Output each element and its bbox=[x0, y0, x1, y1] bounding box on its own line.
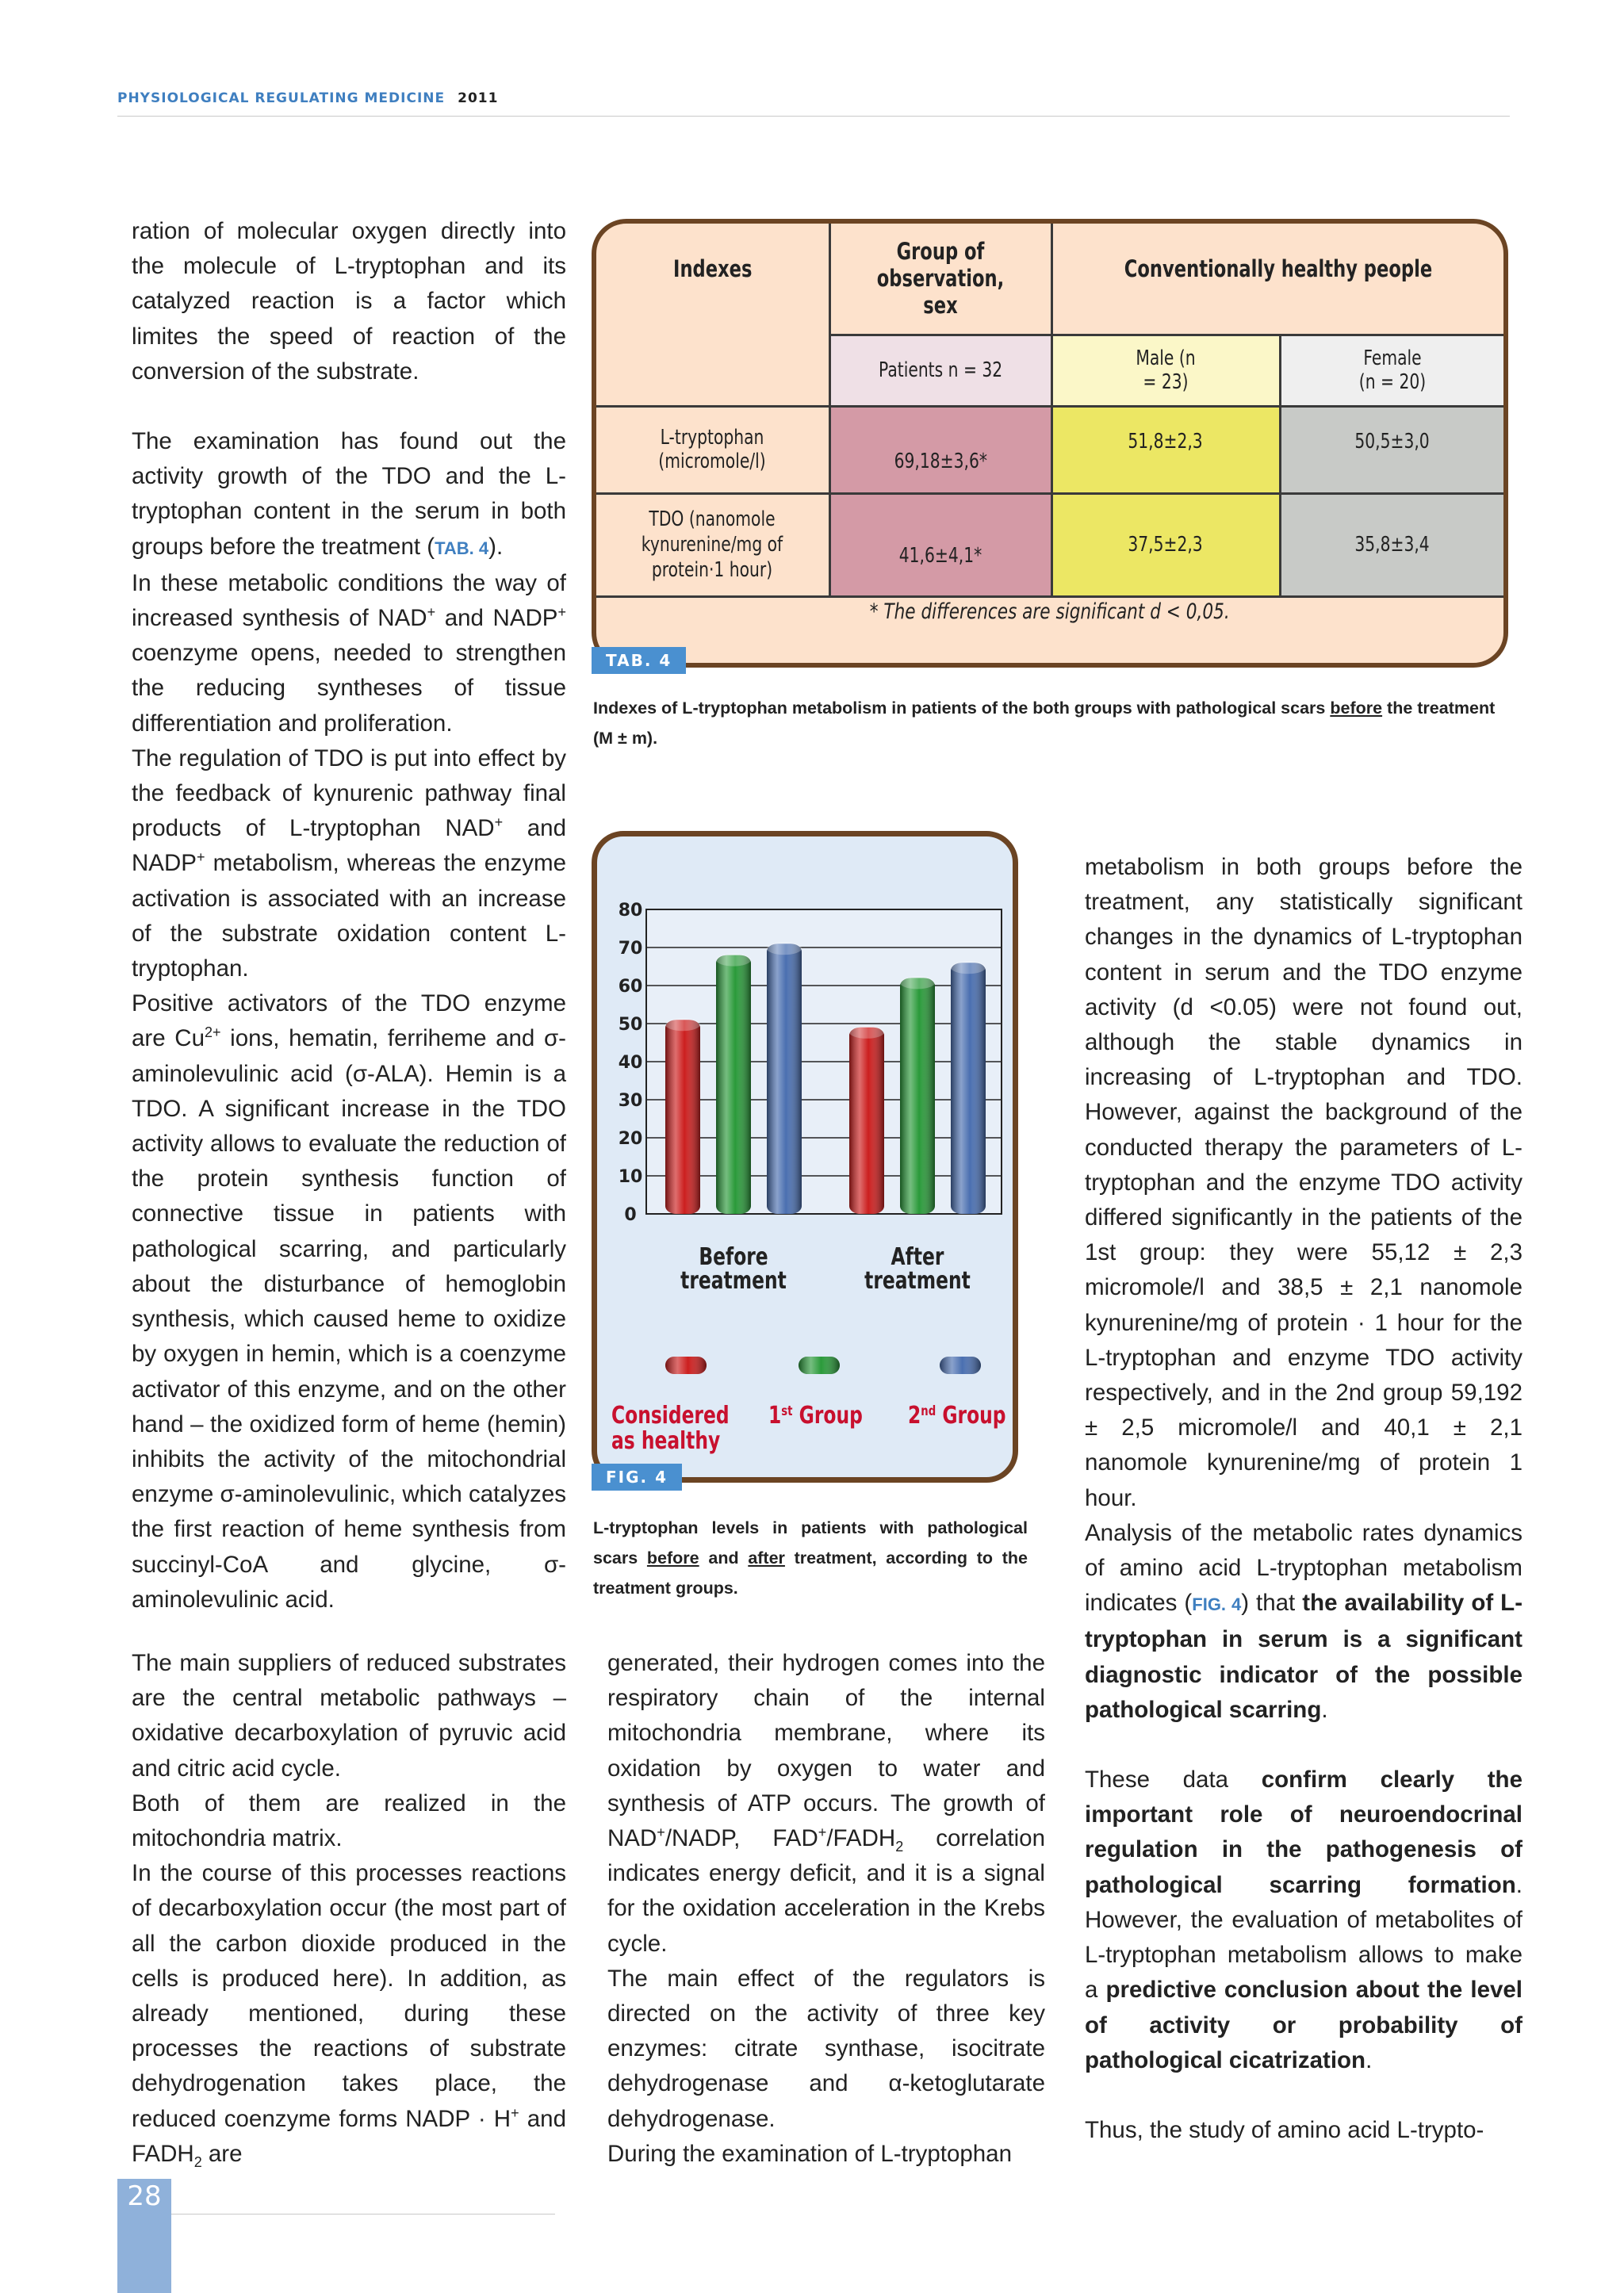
figure-4-caption: L-tryptophan levels in patients with pathological scars before and after treatment, according to the treatment groups. bbox=[593, 1518, 1028, 1598]
legend-label-group1: 1st Group bbox=[768, 1402, 863, 1430]
paragraph: ration of molecular oxygen directly into the molecule of L-tryptophan and its catalyzed reaction is a factor which limites the speed of reaction of the conversion of the substrate. bbox=[132, 218, 566, 385]
table-4-tag: TAB. 4 bbox=[592, 647, 686, 674]
figure-ref-link[interactable]: FIG. 4 bbox=[1192, 1594, 1242, 1615]
bar-chart bbox=[597, 836, 1013, 1477]
y-tick-label: 60 bbox=[618, 977, 643, 997]
bar-cap bbox=[767, 942, 802, 955]
footer-rule bbox=[171, 2214, 555, 2215]
legend-swatch-shade bbox=[799, 1357, 840, 1374]
bar-cap bbox=[900, 976, 935, 989]
paragraph: Both of them are realized in the mitochondria matrix. bbox=[132, 1790, 566, 1852]
legend-swatch-shade bbox=[665, 1357, 707, 1374]
paragraph: The examination has found out the activity growth of the TDO and the L-tryptophan content in the serum in both groups before the treatment (TAB. 4). bbox=[132, 428, 566, 560]
paragraph: These data confirm clearly the important role of neuroendocrinal regulation in the pathogenesis of pathological scarring formation. However, the evaluation of metabolites of L-tryptophan metabolism allows to make a predictive conclusion about the level of activity or probability of pathological cicatrization. bbox=[1085, 1767, 1522, 2073]
table-ref-link[interactable]: TAB. 4 bbox=[435, 538, 489, 558]
legend-label-healthy: Considered bbox=[611, 1402, 730, 1430]
table-footnote: * The differences are significant d < 0,05. bbox=[870, 599, 1230, 624]
journal-year: 2011 bbox=[458, 90, 499, 106]
cell-male-tryptophan: 51,8±2,3 bbox=[1051, 406, 1280, 493]
bar-shade bbox=[951, 963, 986, 1214]
y-tick-label: 80 bbox=[618, 901, 643, 921]
table-4-caption: Indexes of L-tryptophan metabolism in patients of the both groups with pathological scars before the treatment (M ± m). bbox=[593, 699, 1496, 748]
figure-4-tag: FIG. 4 bbox=[592, 1464, 682, 1491]
bar-shade bbox=[849, 1028, 884, 1214]
cell-female-tryptophan: 50,5±3,0 bbox=[1280, 406, 1503, 493]
x-category-label: Before bbox=[699, 1243, 768, 1271]
paragraph: metabolism in both groups before the treatment, any statistically significant changes in the dynamics of L-tryptophan content in serum and the TDO enzyme activity (d <0.05) were not found out, although the stable dynamics in increasing of L-tryptophan and TDO. However, against the background of the conducted therapy the parameters of L-tryptophan and the enzyme TDO activity differed significantly in the patients of the 1st group: they were 55,12 ± 2,3 micromole/l and 38,5 ± 2,1 nanomole kynurenine/mg of protein · 1 hour for the L-tryptophan and enzyme TDO activity respectively, and in the 2nd group 59,192 ± 2,5 micromole/l and 40,1 ± 2,1 nanomole kynurenine/mg of protein 1 hour. bbox=[1085, 854, 1522, 1511]
header-indexes: Indexes bbox=[596, 224, 829, 406]
y-tick-label: 10 bbox=[618, 1167, 643, 1187]
figure-4-panel bbox=[592, 831, 1018, 1483]
y-tick-label: 70 bbox=[618, 939, 643, 959]
y-tick-label: 0 bbox=[624, 1205, 637, 1225]
bar-cap bbox=[716, 954, 751, 967]
table-4-panel bbox=[592, 219, 1508, 668]
bar-shade bbox=[716, 955, 751, 1214]
x-category-label: treatment bbox=[864, 1267, 971, 1295]
legend-label-healthy: as healthy bbox=[611, 1427, 721, 1455]
paragraph: During the examination of L-tryptophan bbox=[607, 2140, 1012, 2167]
column-3 bbox=[1085, 850, 1522, 2148]
column-2-bottom bbox=[607, 1646, 1045, 2172]
header-group: Group of observation, sex bbox=[829, 224, 1051, 335]
bar-shade bbox=[900, 978, 935, 1214]
header-patients: Patients n = 32 bbox=[829, 335, 1051, 406]
paragraph: Thus, the study of amino acid L-trypto- bbox=[1085, 2116, 1484, 2143]
running-header bbox=[117, 90, 498, 106]
bar-cap bbox=[951, 961, 986, 974]
page-number: 28 bbox=[127, 2180, 162, 2212]
legend-swatch-shade bbox=[940, 1357, 981, 1374]
y-tick-label: 40 bbox=[618, 1053, 643, 1073]
cell-patients-tryptophan: 69,18±3,6* bbox=[829, 406, 1051, 493]
paragraph: The regulation of TDO is put into effect by the feedback of kynurenic pathway final products of L-tryptophan NAD+ and NADP+ metabolism, whereas the enzyme activation is associated with an increase of the substrate oxidation content L-tryptophan. bbox=[132, 745, 566, 982]
paragraph: generated, their hydrogen comes into the respiratory chain of the internal mitochondria membrane, where its oxidation by oxygen to water and synthesis of ATP occurs. The growth of NAD+/NADP, $FAD^+/FADH_2$ correlation indicates energy deficit, and it is a signal for the oxidation acceleration in the Krebs cycle. bbox=[607, 1650, 1045, 1957]
x-category-label: treatment bbox=[680, 1267, 787, 1295]
paragraph: In the course of this processes reactions of decarboxylation occur (the most part of all the carbon dioxide produced in the cells is produced here). In addition, as already mentioned, during these processes the reactions of substrate dehydrogenation takes place, the reduced coenzyme forms NADP · H+ and $FADH_2$ are bbox=[132, 1860, 566, 2170]
paragraph: The main effect of the regulators is directed on the activity of three key enzymes: citrate synthase, isocitrate dehydrogenase and α-ketoglutarate dehydrogenase. bbox=[607, 1965, 1045, 2132]
paragraph: In these metabolic conditions the way of increased synthesis of NAD+ and NADP+ coenzyme opens, needed to strengthen the reducing syntheses of tissue differentiation and proliferation. bbox=[132, 569, 566, 737]
bar-shade bbox=[665, 1020, 700, 1214]
bar-cap bbox=[849, 1026, 884, 1039]
column-1-top bbox=[132, 214, 566, 1617]
y-tick-label: 20 bbox=[618, 1129, 643, 1149]
cell-patients-tdo: 41,6±4,1* bbox=[829, 493, 1051, 596]
paragraph: The main suppliers of reduced substrates are the central metabolic pathways – oxidative decarboxylation of pyruvic acid and citric acid cycle. bbox=[132, 1650, 566, 1782]
header-male: Male (n = 23) bbox=[1051, 335, 1280, 406]
journal-name: PHYSIOLOGICAL REGULATING MEDICINE bbox=[117, 90, 446, 106]
header-healthy: Conventionally healthy people bbox=[1051, 224, 1503, 335]
row-label-tryptophan: L-tryptophan (micromole/l) bbox=[596, 406, 829, 493]
table-4 bbox=[596, 224, 1503, 598]
paragraph: Analysis of the metabolic rates dynamics of amino acid L-tryptophan metabolism indicates (FIG. 4) that the availability of L-tryptophan in serum is a significant diagnostic indicator of the possible pathological scarring. bbox=[1085, 1519, 1523, 1723]
row-label-tdo: TDO (nanomole kynurenine/mg of protein·1 hour) bbox=[596, 493, 829, 596]
page-number-tab bbox=[117, 2179, 171, 2293]
cell-female-tdo: 35,8±3,4 bbox=[1280, 493, 1503, 596]
column-1-bottom bbox=[132, 1646, 566, 2172]
bar-cap bbox=[665, 1018, 700, 1031]
header-rule bbox=[117, 116, 1510, 117]
legend-label-group2: 2nd Group bbox=[908, 1402, 1006, 1430]
header-female: Female (n = 20) bbox=[1280, 335, 1503, 406]
y-tick-label: 30 bbox=[618, 1091, 643, 1111]
y-tick-label: 50 bbox=[618, 1015, 643, 1035]
bar-shade bbox=[767, 944, 802, 1214]
paragraph: Positive activators of the TDO enzyme are $Cu^{2+}$ ions, hematin, ferriheme and σ-aminolevulinic acid (σ-ALA). Hemin is a TDO. A significant increase in the TDO activity allows to evaluate the reduction of the protein synthesis function of connective tissue in patients with pathological scarring, and particularly about the disturbance of hemoglobin synthesis, which caused heme to oxidize by oxygen in hemin, which is a coenzyme activator of this enzyme, and on the other hand – the oxidized form of heme (hemin) inhibits the activity of the mitochondrial enzyme σ-aminolevulinic, which catalyzes the first reaction of heme synthesis from succinyl-CoA and glycine, σ- aminolevulinic acid. bbox=[132, 990, 566, 1613]
cell-male-tdo: 37,5±2,3 bbox=[1051, 493, 1280, 596]
x-category-label: After bbox=[891, 1243, 944, 1271]
